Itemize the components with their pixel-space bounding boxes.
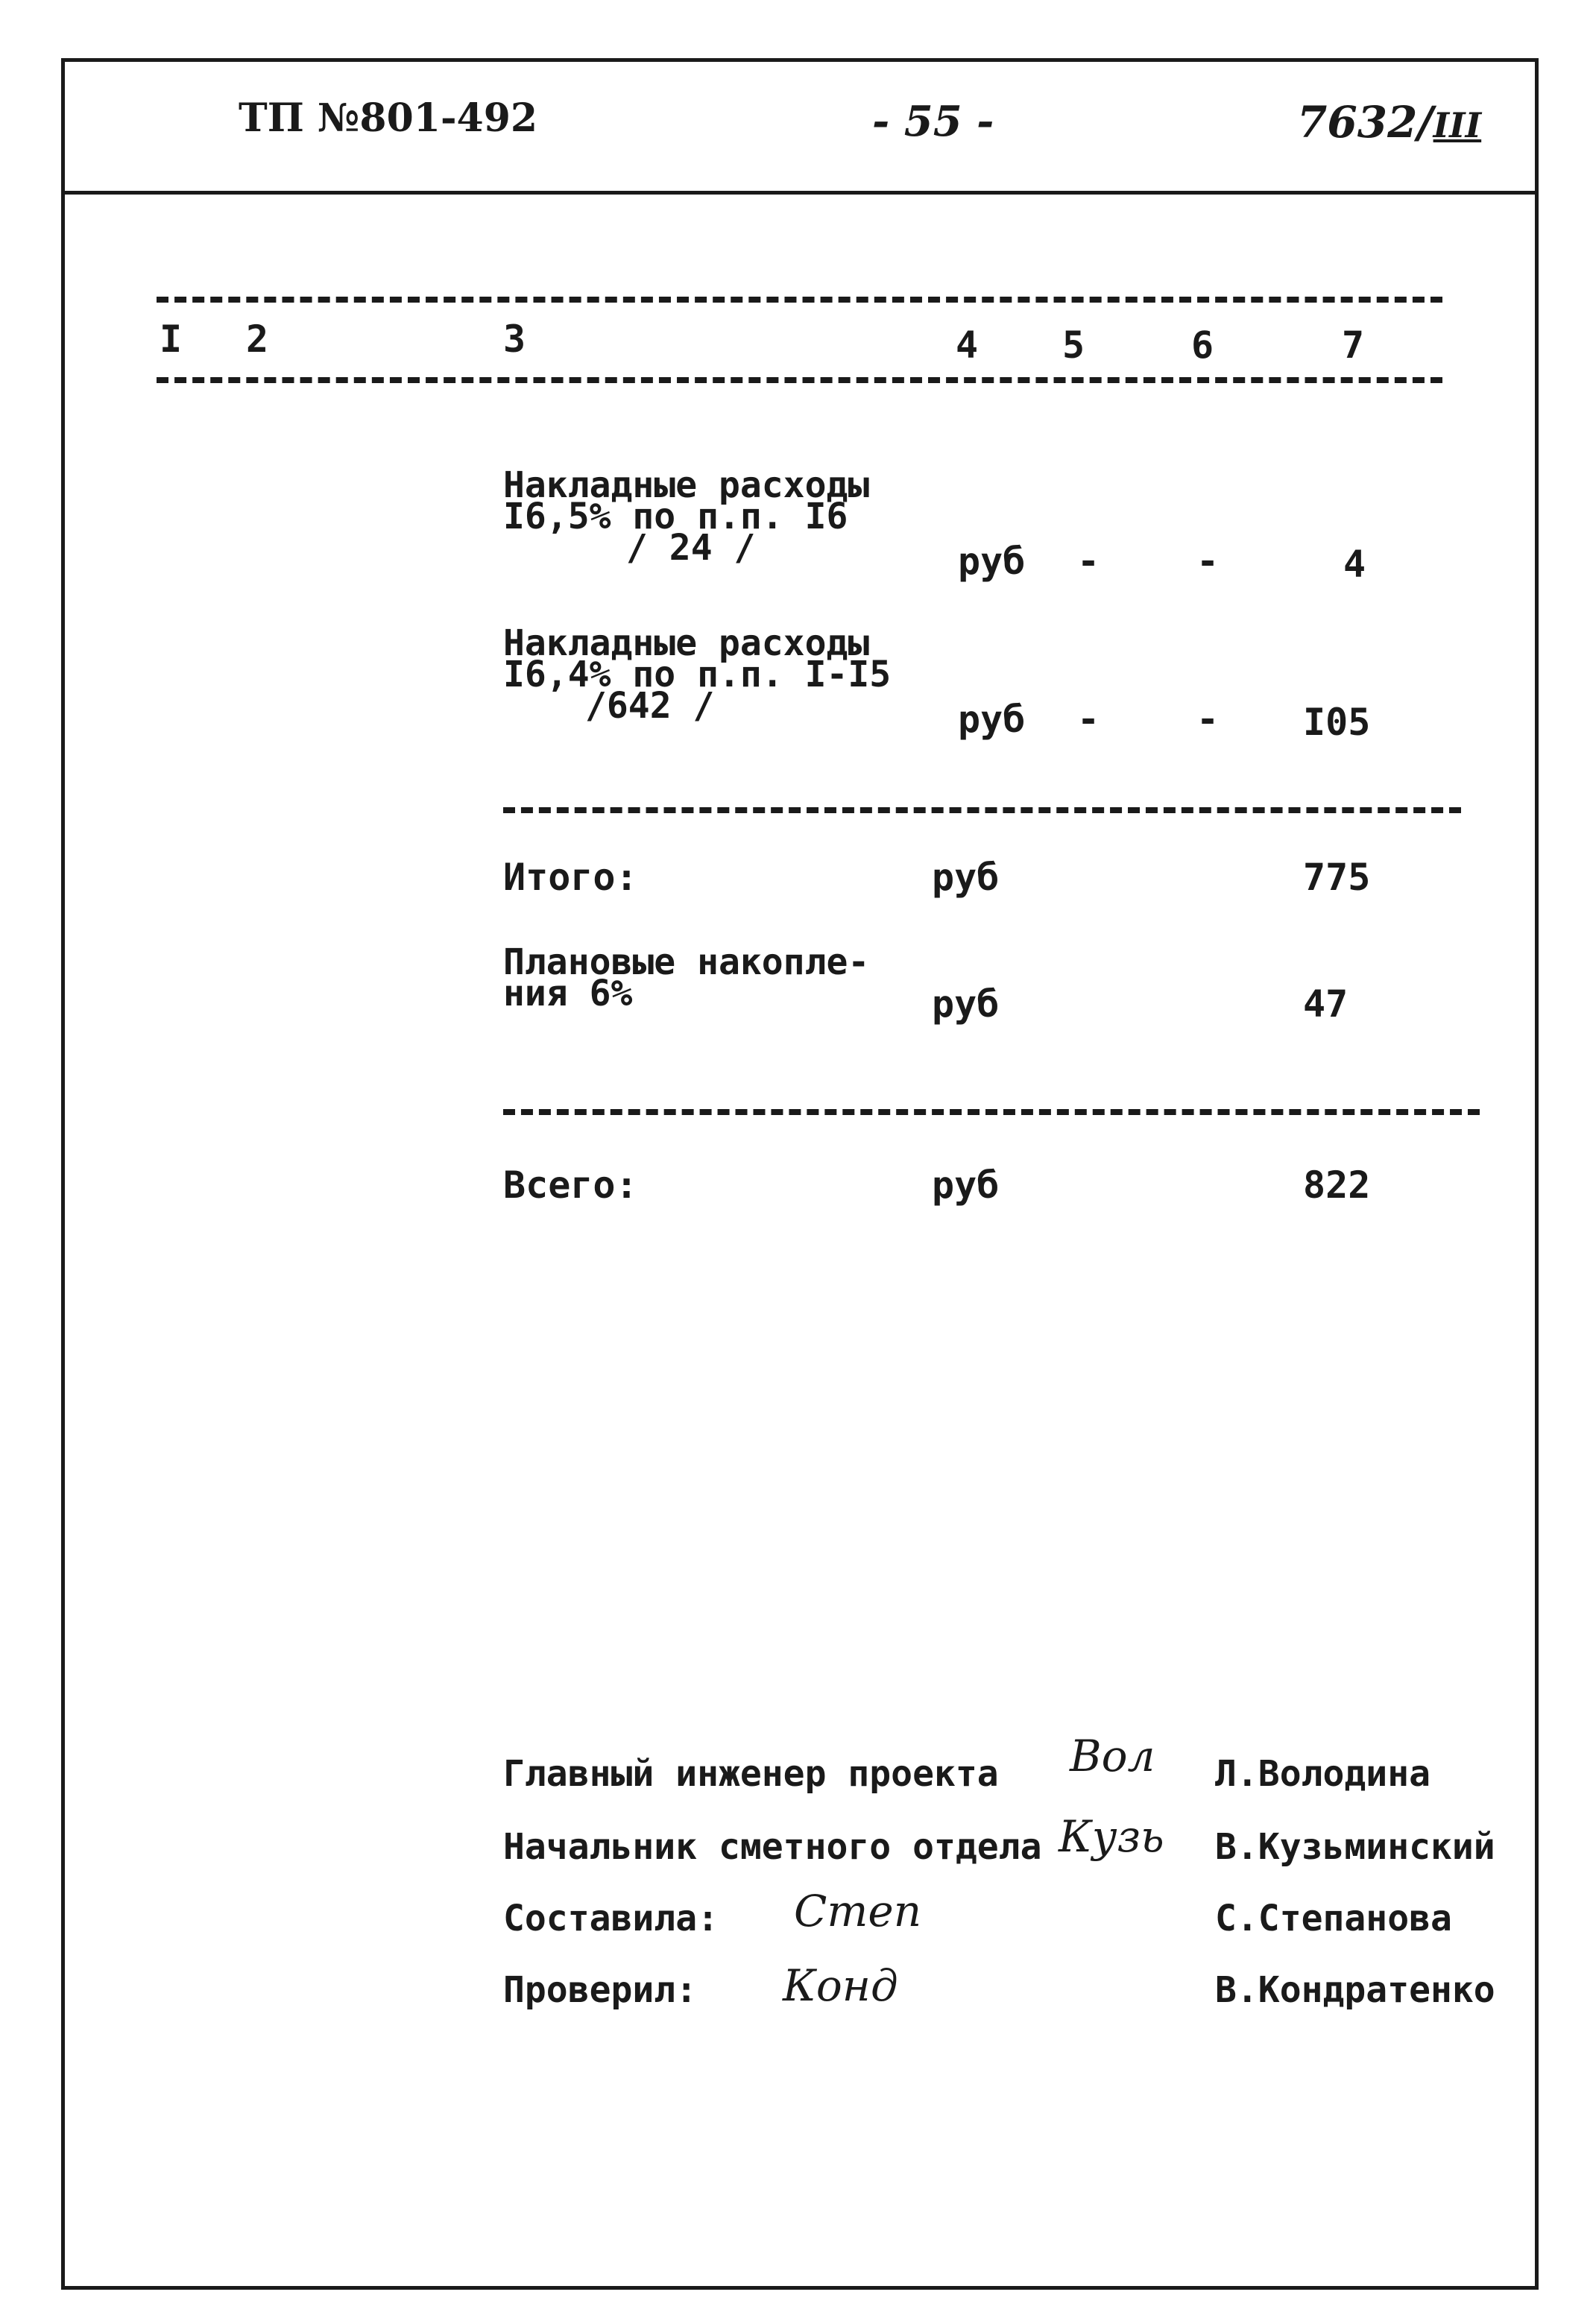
signature-name-chief-engineer: Л.Володина — [1215, 1753, 1430, 1795]
row-1-line-1: Накладные расходы — [503, 464, 870, 506]
subtotal-unit: руб — [932, 856, 1000, 899]
signature-scribble-compiled: Степ — [794, 1886, 922, 1936]
row-2-line-1: Накладные расходы — [503, 622, 870, 664]
total-unit: руб — [932, 1163, 1000, 1207]
row-2-line-2: I6,4% по п.п. I-I5 — [503, 654, 892, 695]
row-2-amount: I05 — [1303, 701, 1371, 744]
signature-name-estimate-head: В.Кузьминский — [1215, 1826, 1495, 1868]
signature-role-chief-engineer: Главный инженер проекта — [503, 1753, 999, 1795]
total-value: 822 — [1303, 1163, 1371, 1207]
signature-scribble-checked: Конд — [783, 1960, 898, 2011]
row-1-unit: руб — [958, 540, 1026, 583]
row-1-col6: - — [1196, 540, 1220, 583]
row-2-description — [503, 622, 892, 727]
row-2-unit: руб — [958, 698, 1026, 741]
col-header-3: 3 — [503, 318, 526, 361]
col-header-5: 5 — [1062, 323, 1085, 367]
row-1-description — [503, 464, 870, 569]
col-header-1: I — [160, 318, 183, 361]
page-number: - 55 - — [872, 97, 994, 146]
header-divider — [61, 191, 1539, 195]
subtotal-rule — [503, 807, 1461, 813]
row-1-col5: - — [1077, 540, 1100, 583]
planned-value: 47 — [1303, 982, 1348, 1026]
header-rule-bottom — [157, 377, 1442, 383]
subtotal-value: 775 — [1303, 856, 1371, 899]
signature-role-checked: Проверил: — [503, 1969, 698, 2011]
total-rule — [503, 1109, 1480, 1115]
sheet-reference-suffix: III — [1433, 105, 1482, 145]
sheet-reference — [1297, 97, 1481, 148]
row-1-line-2: I6,5% по п.п. I6 — [503, 496, 848, 537]
subtotal-label: Итого: — [503, 856, 638, 899]
signature-role-estimate-head: Начальник сметного отдела — [503, 1826, 1042, 1868]
row-2-col5: - — [1077, 698, 1100, 741]
planned-description — [503, 941, 870, 1014]
row-2-col6: - — [1196, 698, 1220, 741]
row-1-amount: 4 — [1343, 543, 1366, 586]
signature-name-checked: В.Кондратенко — [1215, 1969, 1495, 2011]
planned-line-1: Плановые накопле- — [503, 941, 870, 983]
signature-name-compiled: С.Степанова — [1215, 1898, 1452, 1939]
signature-role-compiled: Составила: — [503, 1898, 719, 1939]
planned-line-2: ния 6% — [503, 973, 633, 1014]
row-1-line-3: / 24 / — [626, 527, 756, 569]
planned-unit: руб — [932, 982, 1000, 1026]
col-header-4: 4 — [956, 323, 979, 367]
doc-code: ТП №801-492 — [239, 95, 538, 141]
sheet-reference-number: 7632/ — [1297, 97, 1433, 148]
col-header-2: 2 — [246, 318, 269, 361]
signature-scribble-chief-engineer: Вол — [1070, 1731, 1155, 1781]
row-2-line-3: /642 / — [585, 685, 715, 727]
col-header-7: 7 — [1342, 323, 1365, 367]
signature-scribble-estimate-head: Кузь — [1059, 1811, 1164, 1862]
header-rule-top — [157, 297, 1442, 303]
col-header-6: 6 — [1191, 323, 1214, 367]
total-label: Всего: — [503, 1163, 638, 1207]
